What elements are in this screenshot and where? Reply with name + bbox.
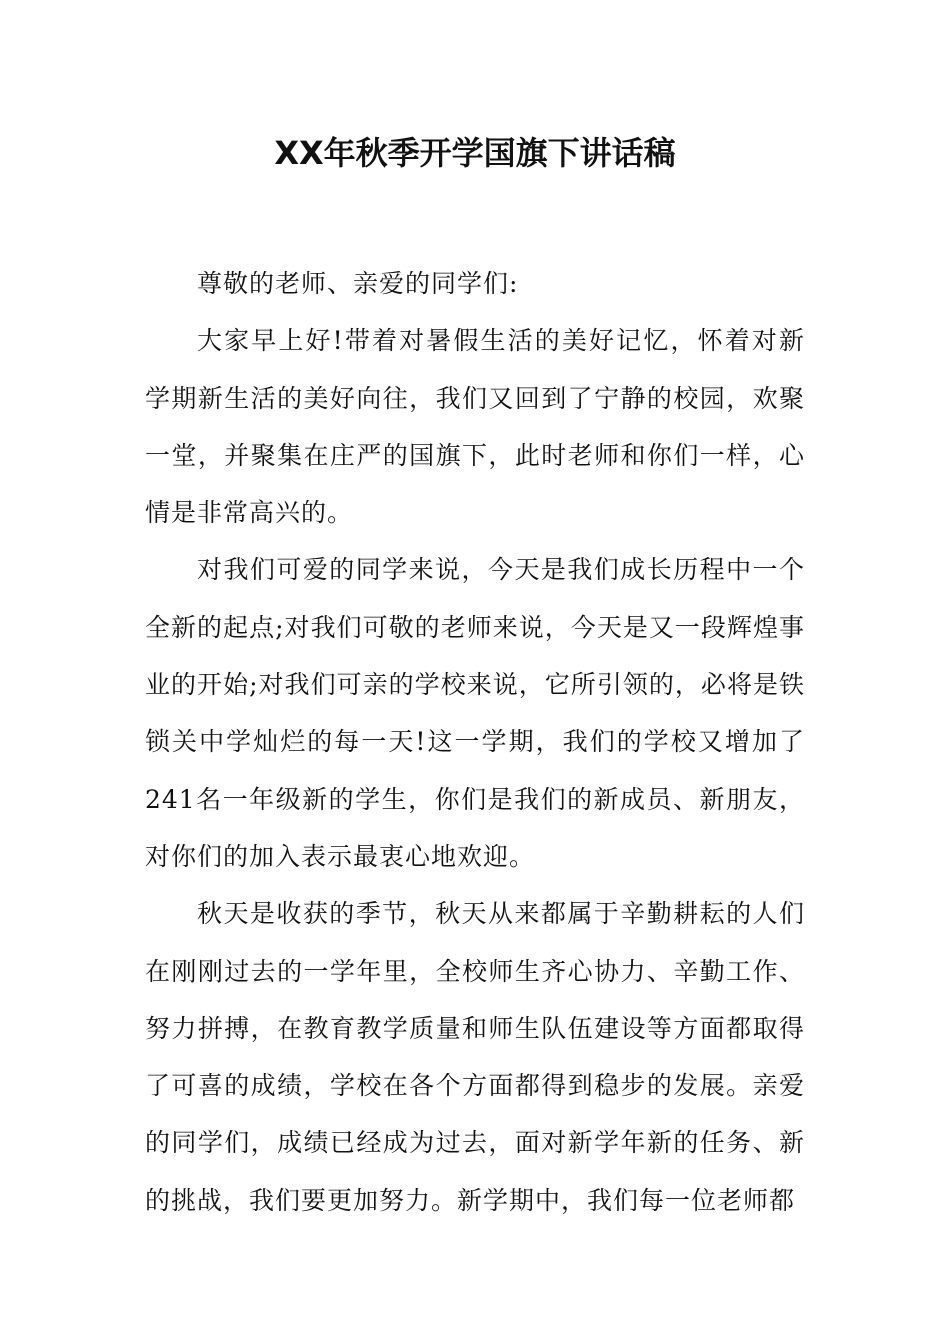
paragraph-3: 秋天是收获的季节，秋天从来都属于辛勤耕耘的人们在刚刚过去的一学年里，全校师生齐心协力、辛勤工作、努力拼搏，在教育教学质量和师生队伍建设等方面都取得了可喜的成绩，学校在各个方面都得到稳步的发展。亲爱的同学们，成绩已经成为过去，面对新学年新的任务、新的挑战，我们要更加努力。新学期中，我们每一位老师都 xyxy=(145,899,805,1215)
paragraph-2: 对我们可爱的同学来说，今天是我们成长历程中一个全新的起点;对我们可敬的老师来说，今天是又一段辉煌事业的开始;对我们可亲的学校来说，它所引领的，必将是铁锁关中学灿烂的每一天!这一学期，我们的学校又增加了241名一年级新的学生，你们是我们的新成员、新朋友，对你们的加入表示最衷心地欢迎。 xyxy=(145,555,805,871)
document-title: XX年秋季开学国旗下讲话稿 xyxy=(274,134,676,172)
document-body xyxy=(145,255,805,1229)
paragraph-greeting: 尊敬的老师、亲爱的同学们: xyxy=(197,269,519,298)
paragraph-1: 大家早上好!带着对暑假生活的美好记忆，怀着对新学期新生活的美好向往，我们又回到了宁静的校园，欢聚一堂，并聚集在庄严的国旗下，此时老师和你们一样，心情是非常高兴的。 xyxy=(145,326,805,528)
